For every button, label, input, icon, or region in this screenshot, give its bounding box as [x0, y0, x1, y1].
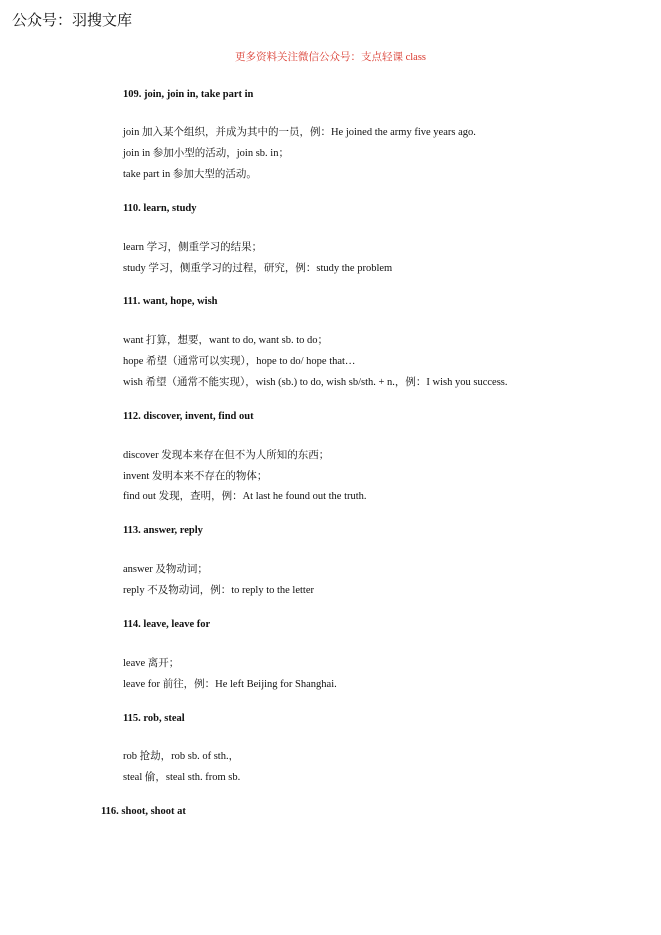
- entry-line: answer 及物动词；: [123, 564, 208, 575]
- entry-line: invent 发明本来不存在的物体；: [123, 471, 268, 482]
- entry-line: study 学习，侧重学习的过程，研究，例：study the problem: [123, 263, 393, 274]
- entry-title: 112. discover, invent, find out: [123, 411, 254, 422]
- entry-line: leave for 前往，例：He left Beijing for Shanghai.: [123, 679, 337, 690]
- entry-line: rob 抢劫，rob sb. of sth.，: [123, 751, 240, 762]
- entry-line: join 加入某个组织，并成为其中的一员，例：He joined the army five years ago.: [123, 127, 476, 138]
- entry-line: learn 学习，侧重学习的结果；: [123, 242, 263, 253]
- entry-line: hope 希望（通常可以实现），hope to do/ hope that…: [123, 356, 356, 367]
- entry-line: wish 希望（通常不能实现），wish (sb.) to do, wish sb/sth. + n.，例：I wish you success.: [123, 377, 508, 388]
- entry-line: steal 偷，steal sth. from sb.: [123, 772, 241, 783]
- entry-title: 111. want, hope, wish: [123, 296, 218, 307]
- entry-line: discover 发现本来存在但不为人所知的东西；: [123, 450, 330, 461]
- entry-line: want 打算，想要，want to do, want sb. to do；: [123, 335, 329, 346]
- entry-line: find out 发现，查明，例：At last he found out the truth.: [123, 491, 367, 502]
- entry-title: 113. answer, reply: [123, 525, 203, 536]
- entry-line: take part in 参加大型的活动。: [123, 169, 257, 180]
- entry-line: join in 参加小型的活动，join sb. in；: [123, 148, 289, 159]
- entry-title: 110. learn, study: [123, 203, 197, 214]
- entry-line: leave 离开；: [123, 658, 180, 669]
- entry-title: 109. join, join in, take part in: [123, 89, 254, 100]
- entry-title: 114. leave, leave for: [123, 619, 211, 630]
- header-note: 更多资料关注微信公众号：支点轻课 class: [234, 52, 427, 63]
- entry-line: reply 不及物动词，例：to reply to the letter: [123, 585, 315, 596]
- watermark-label: 公众号：羽搜文库: [12, 11, 133, 29]
- entry-title: 115. rob, steal: [123, 713, 185, 724]
- entry-title: 116. shoot, shoot at: [101, 806, 186, 817]
